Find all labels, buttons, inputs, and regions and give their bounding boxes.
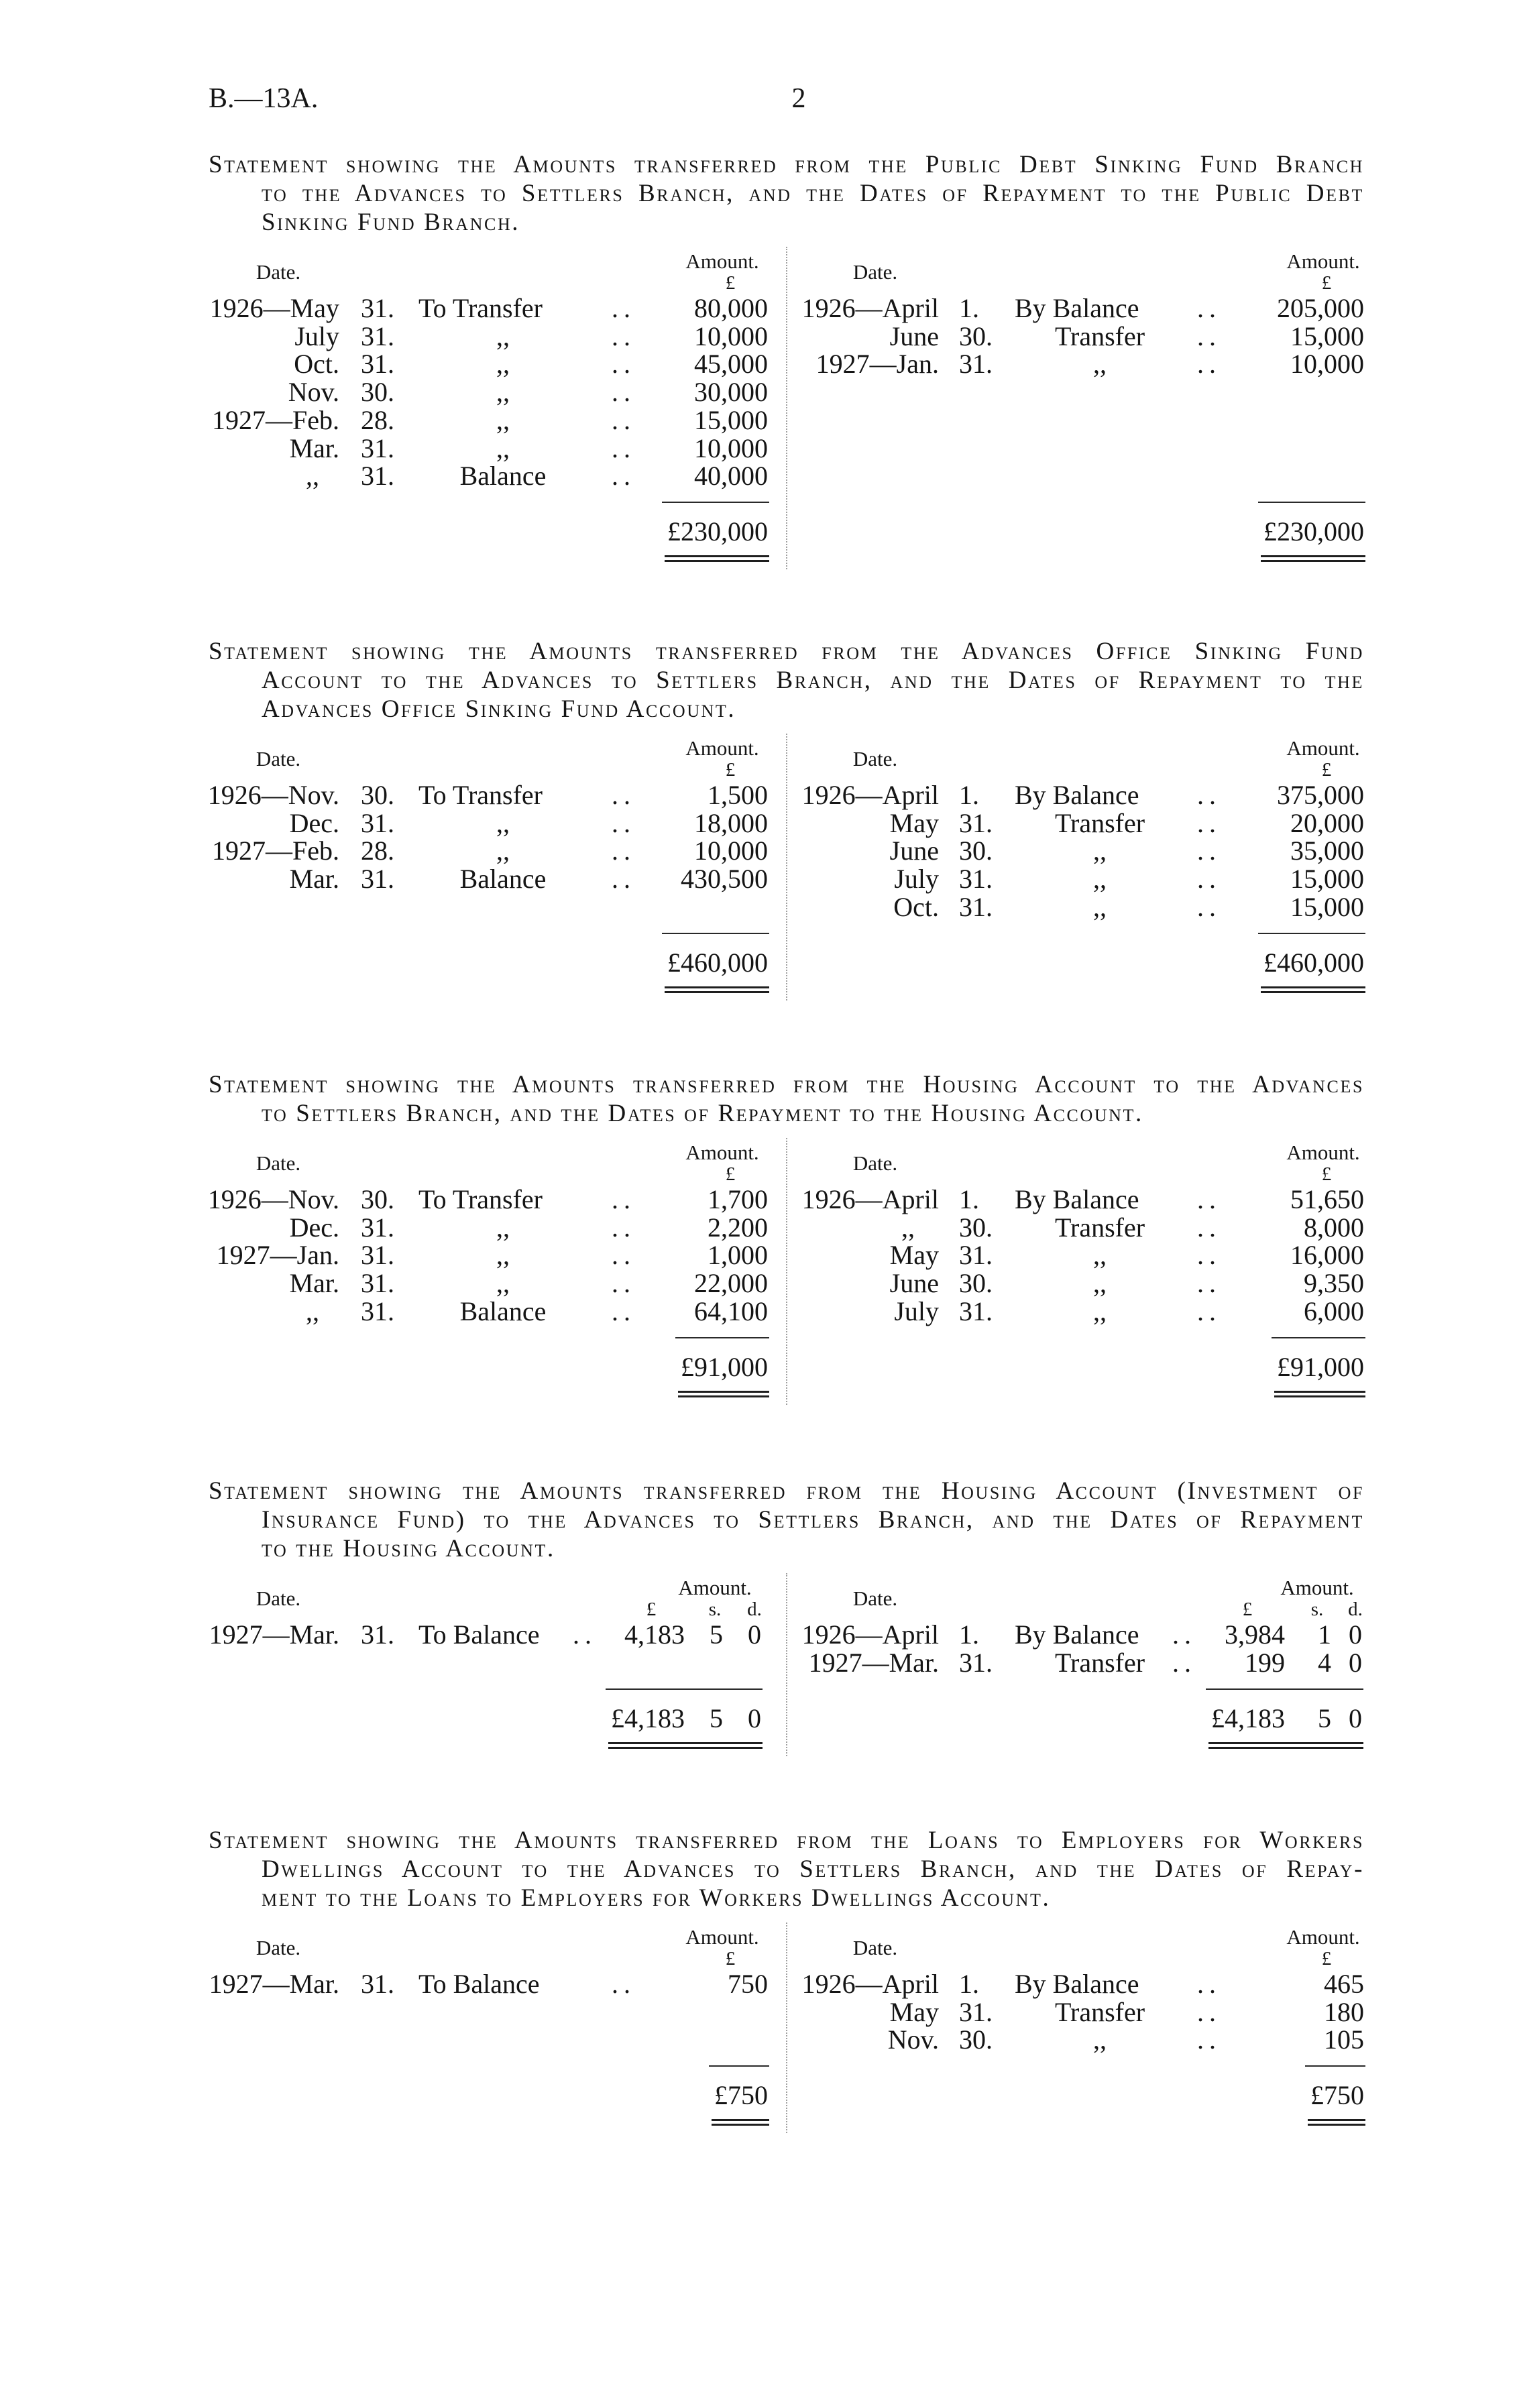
- entry-leader: ..: [612, 433, 636, 463]
- entry-day: 30.: [361, 780, 394, 810]
- entry-date: May: [889, 1240, 939, 1271]
- entry-day: 31.: [959, 1647, 993, 1678]
- entry-leader: ..: [1197, 1268, 1221, 1299]
- entry-date: Dec.: [289, 1212, 339, 1243]
- entry-day: 31.: [959, 1240, 993, 1271]
- entry-day: 31.: [959, 1996, 993, 2027]
- entry-particulars: ,,: [1093, 2024, 1107, 2055]
- entry-particulars: To Transfer: [418, 293, 543, 323]
- amount-heading: Amount.: [1286, 249, 1360, 273]
- entry-day: 31.: [361, 321, 394, 351]
- amount-heading: Amount.: [1286, 1141, 1360, 1164]
- entry-leader: ..: [1197, 321, 1221, 351]
- amount-heading: Amount.: [685, 1925, 759, 1949]
- currency-heading: £: [1321, 272, 1332, 294]
- entry-date: Oct.: [893, 891, 939, 922]
- entry-day: 1.: [959, 1619, 979, 1650]
- entry-day: 31.: [959, 349, 993, 380]
- total-rule: [1305, 2065, 1365, 2067]
- total-double-rule: [1274, 1391, 1365, 1397]
- entry-date: 1926—April: [801, 780, 939, 810]
- date-heading: Date.: [256, 1587, 301, 1610]
- currency-heading: £: [646, 1599, 657, 1620]
- amount-heading: Amount.: [1286, 736, 1360, 760]
- entry-amount: 1,700: [708, 1184, 768, 1214]
- entry-leader: ..: [612, 404, 636, 435]
- entry-leader: ..: [1172, 1619, 1196, 1650]
- entry-amount: 105: [1324, 2024, 1364, 2055]
- total-amount-pence: 0: [748, 1703, 761, 1733]
- entry-amount: 10,000: [694, 433, 768, 463]
- entry-amount: 22,000: [694, 1268, 768, 1299]
- entry-particulars: Balance: [459, 1296, 547, 1326]
- date-heading: Date.: [852, 1936, 898, 1959]
- entry-date: 1927—Jan.: [216, 1240, 339, 1271]
- entry-day: 1.: [959, 1184, 979, 1214]
- currency-heading: £: [725, 1948, 736, 1969]
- total-amount: £750: [1310, 2080, 1364, 2111]
- entry-amount: 6,000: [1304, 1296, 1364, 1326]
- entry-leader: ..: [612, 1296, 636, 1326]
- entry-day: 31.: [361, 293, 394, 323]
- statement-title-line: Account to the Advances to Settlers Branch, and the Dates of Repayment to the: [262, 667, 1364, 694]
- entry-particulars: To Balance: [418, 1969, 540, 1999]
- entry-leader: ..: [612, 1184, 636, 1214]
- date-heading: Date.: [256, 1936, 301, 1959]
- currency-heading: £: [725, 272, 736, 294]
- entry-leader: ..: [612, 836, 636, 866]
- entry-particulars: Transfer: [1054, 807, 1145, 838]
- entry-particulars: ,,: [1093, 864, 1107, 895]
- currency-heading: £: [1321, 1163, 1332, 1185]
- entry-leader: ..: [1197, 836, 1221, 866]
- entry-date: Nov.: [288, 377, 339, 408]
- entry-amount: 10,000: [694, 836, 768, 866]
- date-heading: Date.: [256, 260, 301, 284]
- statement-title-line: Dwellings Account to the Advances to Settlers Branch, and the Dates of Repay-: [262, 1855, 1364, 1883]
- entry-date: 1926—Nov.: [207, 780, 339, 810]
- entry-amount: 15,000: [1290, 864, 1364, 895]
- total-amount: £460,000: [1263, 947, 1364, 978]
- total-amount: £230,000: [1263, 516, 1364, 547]
- date-heading: Date.: [256, 1151, 301, 1175]
- entry-leader: ..: [612, 1240, 636, 1271]
- entry-day: 31.: [361, 349, 394, 380]
- entry-day: 31.: [361, 864, 394, 895]
- entry-particulars: ,,: [496, 1268, 510, 1299]
- entry-amount: 15,000: [1290, 321, 1364, 351]
- entry-amount: 1,500: [708, 780, 768, 810]
- entry-day: 31.: [361, 807, 394, 838]
- entry-leader: ..: [612, 461, 636, 492]
- total-rule: [1272, 1337, 1365, 1338]
- entry-day: 28.: [361, 404, 394, 435]
- entry-date: Mar.: [289, 433, 339, 463]
- entry-day: 30.: [361, 1184, 394, 1214]
- entry-leader: ..: [612, 349, 636, 380]
- entry-amount: 180: [1324, 1996, 1364, 2027]
- entry-date: Dec.: [289, 807, 339, 838]
- entry-date: June: [889, 1268, 939, 1299]
- entry-leader: ..: [612, 377, 636, 408]
- currency-heading: £: [1242, 1599, 1253, 1620]
- entry-day: 30.: [959, 2024, 993, 2055]
- currency-heading: £: [1321, 1948, 1332, 1969]
- entry-leader: ..: [1197, 349, 1221, 380]
- amount-heading: Amount.: [1286, 1925, 1360, 1949]
- entry-leader: ..: [612, 807, 636, 838]
- total-double-rule: [1308, 2119, 1365, 2126]
- entry-day: 31.: [959, 1296, 993, 1326]
- entry-leader: ..: [1197, 780, 1221, 810]
- entry-leader: ..: [1172, 1647, 1196, 1678]
- entry-amount: 80,000: [694, 293, 768, 323]
- entry-particulars: ,,: [1093, 349, 1107, 380]
- ledger-right: [0, 637, 1521, 1006]
- entry-leader: ..: [612, 780, 636, 810]
- entry-leader: ..: [1197, 864, 1221, 895]
- entry-leader: ..: [1197, 1996, 1221, 2027]
- statement-title-line: Statement showing the Amounts transferred from the Advances Office Sinking Fund: [209, 638, 1364, 665]
- entry-particulars: ,,: [496, 349, 510, 380]
- ledger-right: [0, 1826, 1521, 2138]
- entry-date: Mar.: [289, 864, 339, 895]
- entry-particulars: ,,: [496, 807, 510, 838]
- total-rule: [1258, 933, 1365, 934]
- entry-date: 1926—April: [801, 1619, 939, 1650]
- entry-amount-pence: 0: [1349, 1619, 1362, 1650]
- currency-heading: £: [1321, 759, 1332, 781]
- statement-title-line: to the Housing Account.: [262, 1535, 555, 1562]
- entry-date: 1927—Feb.: [212, 404, 339, 435]
- entry-leader: ..: [1197, 891, 1221, 922]
- entry-date: 1927—Mar.: [209, 1619, 339, 1650]
- amount-heading: Amount.: [1280, 1576, 1354, 1599]
- entry-day: 31.: [959, 891, 993, 922]
- entry-particulars: To Transfer: [418, 1184, 543, 1214]
- total-amount-shillings: 5: [1318, 1703, 1331, 1733]
- entry-particulars: By Balance: [1015, 780, 1139, 810]
- currency-heading: s.: [1310, 1599, 1324, 1620]
- total-amount: £750: [714, 2080, 768, 2111]
- entry-date: 1926—April: [801, 1969, 939, 1999]
- entry-leader: ..: [1197, 293, 1221, 323]
- entry-day: 31.: [361, 1268, 394, 1299]
- entry-particulars: By Balance: [1015, 293, 1139, 323]
- statement-4: [0, 1477, 1521, 1762]
- date-heading: Date.: [852, 1587, 898, 1610]
- entry-particulars: ,,: [496, 433, 510, 463]
- entry-leader: ..: [1197, 1184, 1221, 1214]
- entry-day: 31.: [361, 1619, 394, 1650]
- entry-date: July: [894, 864, 939, 895]
- total-rule: [1258, 502, 1365, 503]
- entry-leader: ..: [1197, 1969, 1221, 1999]
- entry-date: ,,: [901, 1212, 915, 1243]
- entry-particulars: To Transfer: [418, 780, 543, 810]
- total-amount-shillings: 5: [710, 1703, 723, 1733]
- entry-particulars: By Balance: [1015, 1969, 1139, 1999]
- entry-particulars: Balance: [459, 864, 547, 895]
- currency-heading: d.: [1348, 1599, 1363, 1620]
- statement-title-line: Sinking Fund Branch.: [262, 209, 520, 236]
- entry-amount: 1,000: [708, 1240, 768, 1271]
- entry-particulars: Transfer: [1054, 1647, 1145, 1678]
- entry-day: 30.: [959, 1212, 993, 1243]
- entry-particulars: ,,: [1093, 836, 1107, 866]
- entry-leader: ..: [612, 293, 636, 323]
- entry-date: ,,: [306, 1296, 319, 1326]
- entry-date: Nov.: [887, 2024, 939, 2055]
- entry-particulars: ,,: [496, 836, 510, 866]
- entry-amount: 205,000: [1277, 293, 1364, 323]
- statement-5: [0, 1826, 1521, 2138]
- entry-day: 31.: [361, 461, 394, 492]
- date-heading: Date.: [852, 260, 898, 284]
- entry-amount-pence: 0: [1349, 1647, 1362, 1678]
- statement-title-line: ment to the Loans to Employers for Workers Dwellings Account.: [262, 1884, 1051, 1912]
- entry-day: 31.: [361, 1212, 394, 1243]
- total-amount: £460,000: [667, 947, 768, 978]
- entry-amount: 40,000: [694, 461, 768, 492]
- entry-amount: 9,350: [1304, 1268, 1364, 1299]
- statement-1: [0, 150, 1521, 575]
- entry-day: 30.: [959, 1268, 993, 1299]
- entry-particulars: ,,: [1093, 1268, 1107, 1299]
- entry-amount: 15,000: [694, 404, 768, 435]
- date-heading: Date.: [852, 1151, 898, 1175]
- total-double-rule: [1208, 1742, 1363, 1749]
- currency-heading: s.: [708, 1599, 722, 1620]
- entry-leader: ..: [1197, 2024, 1221, 2055]
- entry-leader: ..: [1197, 1212, 1221, 1243]
- total-amount-pounds: £4,183: [611, 1703, 685, 1733]
- entry-date: 1927—Feb.: [212, 836, 339, 866]
- total-amount-pence: 0: [1349, 1703, 1362, 1733]
- entry-amount: 64,100: [694, 1296, 768, 1326]
- entry-amount: 35,000: [1290, 836, 1364, 866]
- entry-particulars: ,,: [496, 1212, 510, 1243]
- date-heading: Date.: [256, 747, 301, 770]
- entry-date: Oct.: [294, 349, 339, 380]
- entry-date: 1926—May: [209, 293, 339, 323]
- entry-leader: ..: [612, 1969, 636, 1999]
- entry-date: Mar.: [289, 1268, 339, 1299]
- entry-amount-pounds: 199: [1245, 1647, 1285, 1678]
- entry-leader: ..: [612, 1212, 636, 1243]
- entry-date: 1926—Nov.: [207, 1184, 339, 1214]
- entry-particulars: ,,: [1093, 891, 1107, 922]
- total-amount: £91,000: [1277, 1351, 1364, 1382]
- statement-title-line: Statement showing the Amounts transferred from the Loans to Employers for Workers: [209, 1827, 1364, 1854]
- entry-leader: ..: [612, 1268, 636, 1299]
- entry-day: 31.: [361, 1969, 394, 1999]
- entry-amount: 45,000: [694, 349, 768, 380]
- entry-amount-pence: 0: [748, 1619, 761, 1650]
- entry-day: 30.: [361, 377, 394, 408]
- entry-amount: 10,000: [694, 321, 768, 351]
- entry-amount-pounds: 4,183: [624, 1619, 685, 1650]
- entry-amount-shillings: 4: [1318, 1647, 1331, 1678]
- entry-amount: 20,000: [1290, 807, 1364, 838]
- amount-heading: Amount.: [678, 1576, 752, 1599]
- entry-amount-shillings: 1: [1318, 1619, 1331, 1650]
- entry-day: 31.: [361, 1296, 394, 1326]
- total-rule: [1206, 1688, 1363, 1690]
- currency-heading: £: [725, 759, 736, 781]
- statement-2: [0, 637, 1521, 1006]
- entry-date: ,,: [306, 461, 319, 492]
- currency-heading: d.: [747, 1599, 762, 1620]
- total-amount: £230,000: [667, 516, 768, 547]
- entry-amount: 18,000: [694, 807, 768, 838]
- entry-day: 28.: [361, 836, 394, 866]
- entry-amount: 51,650: [1290, 1184, 1364, 1214]
- entry-date: 1927—Jan.: [815, 349, 939, 380]
- amount-heading: Amount.: [685, 249, 759, 273]
- entry-amount: 465: [1324, 1969, 1364, 1999]
- entry-leader: ..: [612, 321, 636, 351]
- entry-amount: 16,000: [1290, 1240, 1364, 1271]
- entry-amount: 15,000: [1290, 891, 1364, 922]
- currency-heading: £: [725, 1163, 736, 1185]
- total-double-rule: [1261, 555, 1365, 562]
- entry-leader: ..: [1197, 1296, 1221, 1326]
- entry-amount: 8,000: [1304, 1212, 1364, 1243]
- page-number: 2: [791, 83, 806, 114]
- entry-day: 31.: [959, 864, 993, 895]
- entry-particulars: Transfer: [1054, 321, 1145, 351]
- statement-title-line: to the Advances to Settlers Branch, and the Dates of Repayment to the Public Debt: [262, 180, 1364, 207]
- entry-day: 30.: [959, 836, 993, 866]
- entry-day: 31.: [361, 433, 394, 463]
- entry-day: 31.: [959, 807, 993, 838]
- entry-particulars: To Balance: [418, 1619, 540, 1650]
- entry-particulars: ,,: [496, 1240, 510, 1271]
- entry-day: 1.: [959, 780, 979, 810]
- entry-amount-pounds: 3,984: [1225, 1619, 1285, 1650]
- total-double-rule: [1261, 986, 1365, 993]
- statement-title-line: to Settlers Branch, and the Dates of Repayment to the Housing Account.: [262, 1100, 1143, 1127]
- entry-day: 1.: [959, 1969, 979, 1999]
- entry-date: 1927—Mar.: [808, 1647, 939, 1678]
- amount-heading: Amount.: [685, 736, 759, 760]
- entry-amount: 430,500: [681, 864, 768, 895]
- entry-leader: ..: [573, 1619, 597, 1650]
- amount-heading: Amount.: [685, 1141, 759, 1164]
- entry-date: 1927—Mar.: [209, 1969, 339, 1999]
- entry-date: 1926—April: [801, 293, 939, 323]
- entry-leader: ..: [1197, 807, 1221, 838]
- entry-date: July: [294, 321, 339, 351]
- entry-amount: 2,200: [708, 1212, 768, 1243]
- entry-leader: ..: [612, 864, 636, 895]
- statement-title-line: Statement showing the Amounts transferred from the Housing Account to the Advances: [209, 1071, 1364, 1098]
- entry-particulars: ,,: [496, 377, 510, 408]
- entry-amount: 375,000: [1277, 780, 1364, 810]
- entry-amount: 30,000: [694, 377, 768, 408]
- entry-particulars: ,,: [496, 321, 510, 351]
- entry-particulars: ,,: [1093, 1296, 1107, 1326]
- entry-particulars: By Balance: [1015, 1619, 1139, 1650]
- entry-day: 1.: [959, 293, 979, 323]
- entry-date: July: [894, 1296, 939, 1326]
- entry-particulars: Transfer: [1054, 1212, 1145, 1243]
- entry-day: 31.: [361, 1240, 394, 1271]
- entry-amount: 10,000: [1290, 349, 1364, 380]
- statement-title-line: Statement showing the Amounts transferred from the Public Debt Sinking Fund Branch: [209, 151, 1364, 178]
- entry-amount: 750: [728, 1969, 768, 1999]
- entry-date: June: [889, 836, 939, 866]
- ledger-right: [0, 1477, 1521, 1762]
- total-amount-pounds: £4,183: [1211, 1703, 1285, 1733]
- entry-particulars: ,,: [1093, 1240, 1107, 1271]
- entry-date: June: [889, 321, 939, 351]
- entry-date: May: [889, 807, 939, 838]
- entry-particulars: By Balance: [1015, 1184, 1139, 1214]
- statement-title-line: Advances Office Sinking Fund Account.: [262, 695, 736, 723]
- entry-particulars: Balance: [459, 461, 547, 492]
- entry-day: 30.: [959, 321, 993, 351]
- ledger-right: [0, 1070, 1521, 1410]
- statement-3: [0, 1070, 1521, 1410]
- entry-particulars: ,,: [496, 404, 510, 435]
- entry-leader: ..: [1197, 1240, 1221, 1271]
- date-heading: Date.: [852, 747, 898, 770]
- entry-amount-shillings: 5: [710, 1619, 723, 1650]
- statement-title-line: Statement showing the Amounts transferred from the Housing Account (Investment of: [209, 1477, 1364, 1505]
- total-amount: £91,000: [681, 1351, 768, 1382]
- document-code: B.—13A.: [209, 83, 319, 114]
- entry-date: May: [889, 1996, 939, 2027]
- entry-particulars: Transfer: [1054, 1996, 1145, 2027]
- entry-date: 1926—April: [801, 1184, 939, 1214]
- statement-title-line: Insurance Fund) to the Advances to Settlers Branch, and the Dates of Repayment: [262, 1506, 1364, 1534]
- ledger-right: [0, 150, 1521, 575]
